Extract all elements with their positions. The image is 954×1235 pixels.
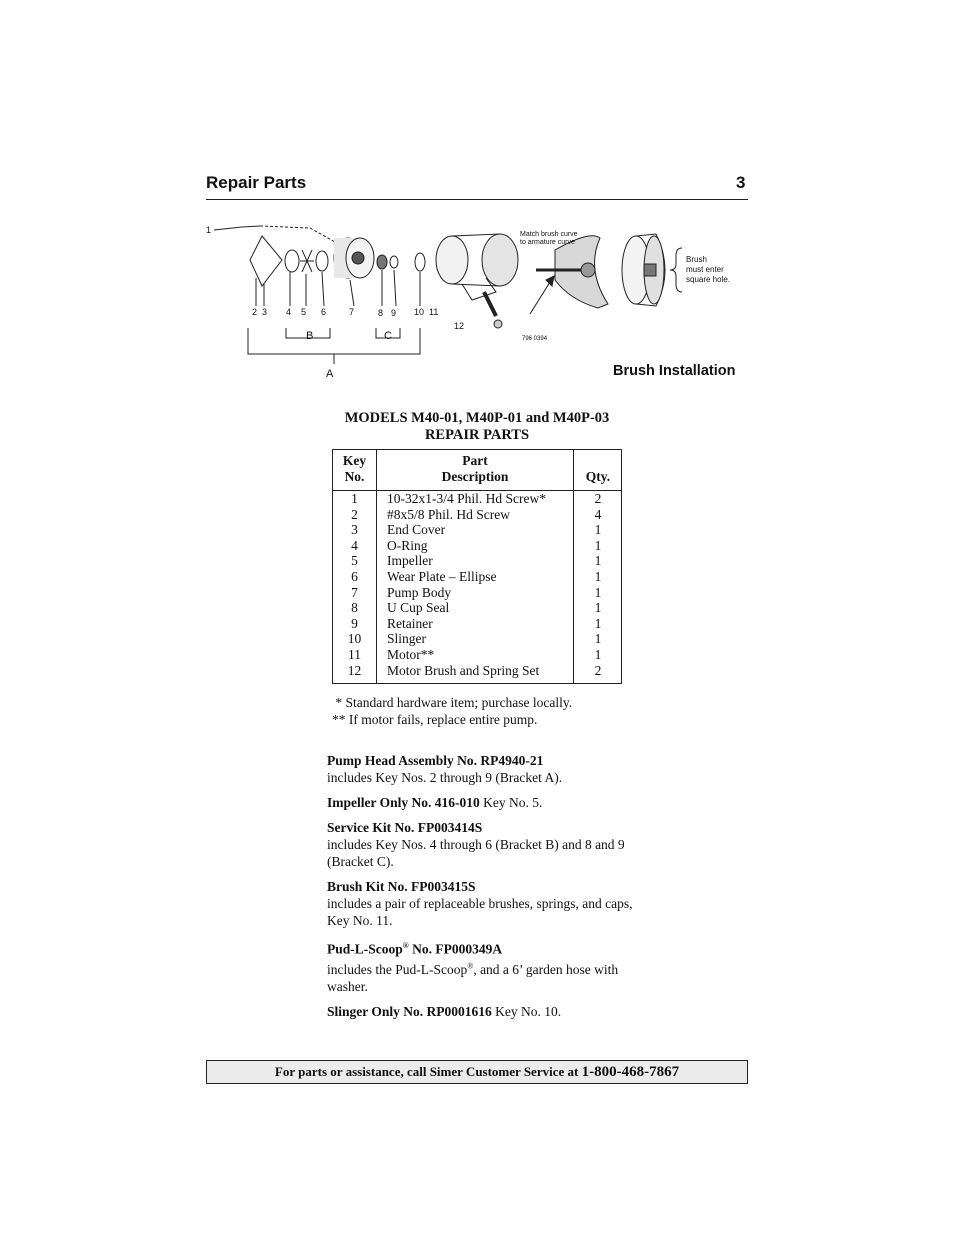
cell-desc: 10-32x1-3/4 Phil. Hd Screw* xyxy=(387,491,546,506)
table-row xyxy=(333,522,621,538)
cell-qty: 1 xyxy=(594,568,602,584)
callout-9: 9 xyxy=(391,308,397,318)
callout-12: 12 xyxy=(454,321,465,331)
cell-key: 3 xyxy=(351,522,358,538)
cell-qty: 1 xyxy=(594,553,602,569)
cell-desc: #8x5/8 Phil. Hd Screw xyxy=(387,506,510,522)
table-footnotes xyxy=(332,695,572,728)
cell-key: 4 xyxy=(351,537,358,553)
cell-qty: 1 xyxy=(594,646,602,662)
models-line-2: REPAIR PARTS xyxy=(424,427,530,443)
brush-side-note-2: must enter xyxy=(686,265,724,274)
header-qty: Qty. xyxy=(585,469,611,484)
cell-desc: Motor Brush and Spring Set xyxy=(387,662,540,678)
cell-desc: Retainer xyxy=(387,615,433,631)
cell-qty: 1 xyxy=(594,584,602,600)
brush-side-note-3: square hole. xyxy=(686,275,731,284)
callout-5: 5 xyxy=(301,307,307,317)
cell-key: 10 xyxy=(347,631,362,647)
brush-note-bottom: to armature curve xyxy=(520,239,575,246)
table-row xyxy=(333,538,621,554)
header-key xyxy=(333,453,376,485)
cell-key: 12 xyxy=(347,662,362,678)
table-row xyxy=(333,507,621,523)
cell-key: 5 xyxy=(351,553,358,569)
cell-desc: Slinger xyxy=(387,631,426,647)
header-key-line-1: Key xyxy=(342,453,367,468)
bracket-c-label: C xyxy=(384,330,392,342)
repair-parts-table xyxy=(332,449,622,684)
kit-brush xyxy=(327,878,637,929)
cell-desc: Wear Plate – Ellipse xyxy=(387,568,497,584)
callout-11: 11 xyxy=(429,307,439,317)
header-key-line-2: No. xyxy=(344,469,365,484)
callout-3: 3 xyxy=(262,307,268,317)
brush-side-note-1: Brush xyxy=(686,255,707,264)
header-desc-line-1: Part xyxy=(462,453,488,468)
table-body xyxy=(333,491,621,678)
callout-2: 2 xyxy=(252,307,258,317)
footer-text: For parts or assistance, call Simer Customer Service at xyxy=(274,1064,582,1079)
kit-title: Slinger Only No. RP0001616 xyxy=(327,1004,492,1019)
cell-qty: 1 xyxy=(594,615,602,631)
callout-6: 6 xyxy=(321,307,327,317)
header-desc-line-2: Description xyxy=(441,469,509,484)
header-rule xyxy=(206,199,748,200)
callout-8: 8 xyxy=(378,308,384,318)
cell-desc: Motor** xyxy=(387,646,435,662)
kit-description: Key No. 10. xyxy=(491,1004,562,1019)
registered-mark: ® xyxy=(467,961,474,971)
kit-service xyxy=(327,819,637,870)
customer-service-footer xyxy=(206,1060,748,1084)
kit-title: Impeller Only No. 416-010 xyxy=(327,795,480,810)
cell-desc: Impeller xyxy=(387,553,433,569)
callout-10: 10 xyxy=(414,307,425,317)
kit-pump-head xyxy=(327,752,637,786)
kit-title: Brush Kit No. FP003415S xyxy=(327,879,476,894)
kit-desc-part: includes the Pud-L-Scoop xyxy=(327,962,468,977)
page-number: 3 xyxy=(736,173,746,192)
table-row xyxy=(333,647,621,663)
cell-qty: 1 xyxy=(594,537,602,553)
kit-title-part: Pud-L-Scoop xyxy=(327,941,403,957)
table-row xyxy=(333,600,621,616)
kit-description: includes Key Nos. 2 through 9 (Bracket A). xyxy=(327,770,563,785)
end-cover-shape xyxy=(250,236,282,286)
callout-4: 4 xyxy=(286,307,292,317)
kit-title: Service Kit No. FP003414S xyxy=(327,820,483,835)
figure-code: 796 0394 xyxy=(522,336,548,342)
cell-key: 7 xyxy=(351,584,358,600)
brush-installation-caption: Brush Installation xyxy=(613,363,736,379)
cell-key: 8 xyxy=(351,600,358,616)
table-row xyxy=(333,585,621,601)
cell-qty: 1 xyxy=(594,600,602,616)
cell-qty: 2 xyxy=(594,662,602,678)
callout-1: 1 xyxy=(206,225,212,235)
kit-title: Pump Head Assembly No. RP4940-21 xyxy=(327,753,544,768)
cell-qty: 4 xyxy=(594,506,602,522)
models-line-1: MODELS M40-01, M40P-01 and M40P-03 xyxy=(344,410,610,426)
cell-desc: Pump Body xyxy=(387,584,452,600)
kit-title-part: No. FP000349A xyxy=(408,941,503,957)
brush-note-top: Match brush curve xyxy=(520,231,578,238)
cell-desc: O-Ring xyxy=(387,537,428,553)
kit-description: includes Key Nos. 4 through 6 (Bracket B) and 8 and 9 (Bracket C). xyxy=(327,837,625,869)
kit-desc-part: , and a 6’ garden hose with washer. xyxy=(327,962,619,994)
kit-title xyxy=(327,937,637,958)
callout-7: 7 xyxy=(349,307,355,317)
footnote-standard-hardware: * Standard hardware item; purchase locally. xyxy=(332,695,573,710)
cell-desc: U Cup Seal xyxy=(387,600,450,616)
footnote-motor: ** If motor fails, replace entire pump. xyxy=(332,711,538,727)
footer-phone: 1-800-468-7867 xyxy=(581,1064,680,1080)
cell-qty: 1 xyxy=(594,522,602,538)
cell-key: 11 xyxy=(348,646,361,662)
cell-key: 6 xyxy=(351,568,358,584)
kit-impeller xyxy=(327,794,637,811)
bracket-a-label: A xyxy=(326,368,334,380)
models-heading xyxy=(300,410,654,444)
cell-qty: 1 xyxy=(594,631,602,647)
kit-list xyxy=(327,752,637,1028)
kit-slinger xyxy=(327,1003,637,1020)
cell-qty: 2 xyxy=(594,491,602,506)
registered-mark: ® xyxy=(402,941,409,950)
table-row xyxy=(333,553,621,569)
kit-pud-l-scoop xyxy=(327,937,637,995)
cell-key: 9 xyxy=(351,615,358,631)
table-row xyxy=(333,616,621,632)
kit-description xyxy=(327,962,618,994)
table-row xyxy=(333,663,621,679)
cell-desc: End Cover xyxy=(387,522,446,538)
header-description xyxy=(377,453,573,485)
table-row xyxy=(333,631,621,647)
table-row xyxy=(333,491,621,507)
cell-key: 1 xyxy=(351,491,358,506)
bracket-b-label: B xyxy=(306,330,314,342)
table-row xyxy=(333,569,621,585)
cell-key: 2 xyxy=(351,506,358,522)
kit-description: Key No. 5. xyxy=(479,795,543,810)
kit-description: includes a pair of replaceable brushes, springs, and caps, Key No. 11. xyxy=(327,896,633,928)
page-title: Repair Parts xyxy=(206,173,307,192)
